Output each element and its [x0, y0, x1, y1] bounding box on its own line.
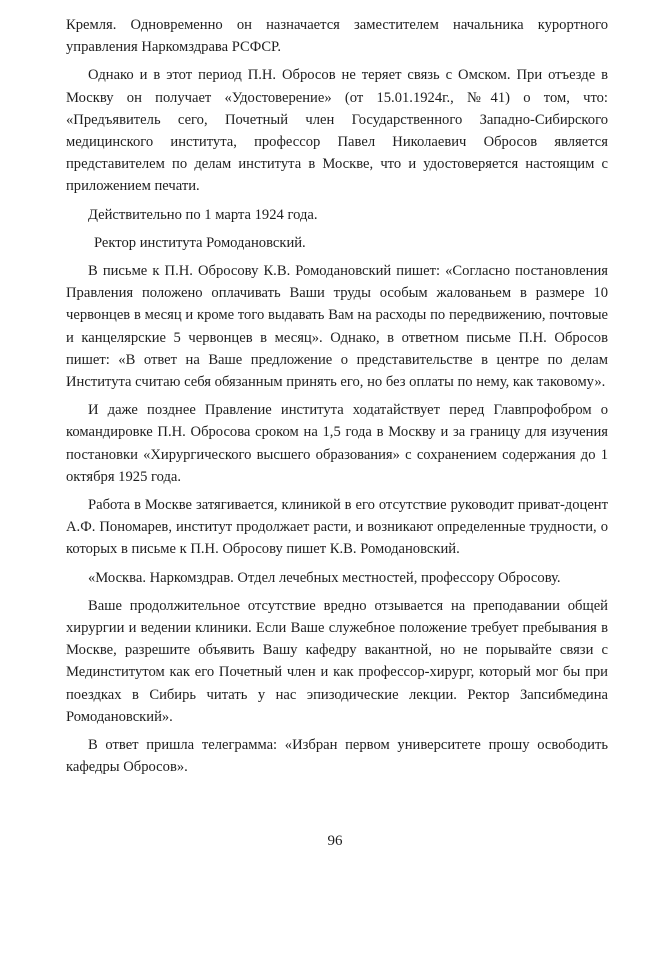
paragraph: И даже позднее Правление института ходатайствует перед Главпрофобром о командировке П.Н. Обросова сроком на 1,5 года в Москву и за границу для изучения постановки «Хирургического высшего образования» с сохранением содержания до 1 октября 1925 года.	[66, 402, 608, 485]
paragraph: Однако и в этот период П.Н. Обросов не теряет связь с Омском. При отъезде в Москву он получает «Удостоверение» (от 15.01.1924г., №41) о том, что: «Предъявитель сего, Почетный член Государственного Западно-Сибирского медицинского института, профессор Павел Николаевич Обросов является представителем по делам института в Москве, что и удостоверяется настоящим с приложением печати.	[66, 67, 608, 195]
paragraph: Кремля. Одновременно он назначается заместителем начальника курортного управления Наркомздрава РСФСР.	[66, 17, 608, 56]
paragraph: Ректор института Ромодановский.	[94, 234, 306, 251]
paragraph: Действительно по 1 марта 1924 года.	[88, 206, 318, 223]
paragraph: В ответ пришла телеграмма: «Избран первом университете прошу освободить кафедры Обросов».	[66, 737, 608, 776]
paragraph: Ваше продолжительное отсутствие вредно отзывается на преподавании общей хирургии и ведении клиники. Если Ваше служебное положение требует пребывания в Москве, разрешите объявить Вашу кафедру вакантной, но не порывайте связи с Мединститутом как его Почетный член и как профессор-хирург, который мог бы при поездках в Сибирь читать у нас эпизодические лекции. Ректор Запсибмедина Ромодановский».	[66, 597, 608, 725]
paragraph: В письме к П.Н. Обросову К.В. Ромодановский пишет: «Согласно постановления Правления положено оплачивать Ваши труды особым жалованьем в размере 10 червонцев в месяц и кроме того выдавать Вам на расходы по передвижению, почтовые и канцелярские 5 червонцев в месяц». Однако, в ответном письме П.Н. Обросов пишет: «В ответ на Ваше предложение о представительстве в центре по делам Института считаю себя обязанным принять его, но без оплаты по нему, как таковому».	[66, 263, 608, 391]
page-number: 96	[327, 833, 343, 849]
paragraph: Работа в Москве затягивается, клиникой в его отсутствие руководит приват-доцент А.Ф. Пономарев, институт продолжает расти, и возникают определенные трудности, о которых в письме к П.Н. Обросову пишет К.В. Ромодановский.	[66, 497, 608, 558]
paragraph: «Москва. Наркомздрав. Отдел лечебных местностей, профессору Обросову.	[88, 569, 561, 586]
